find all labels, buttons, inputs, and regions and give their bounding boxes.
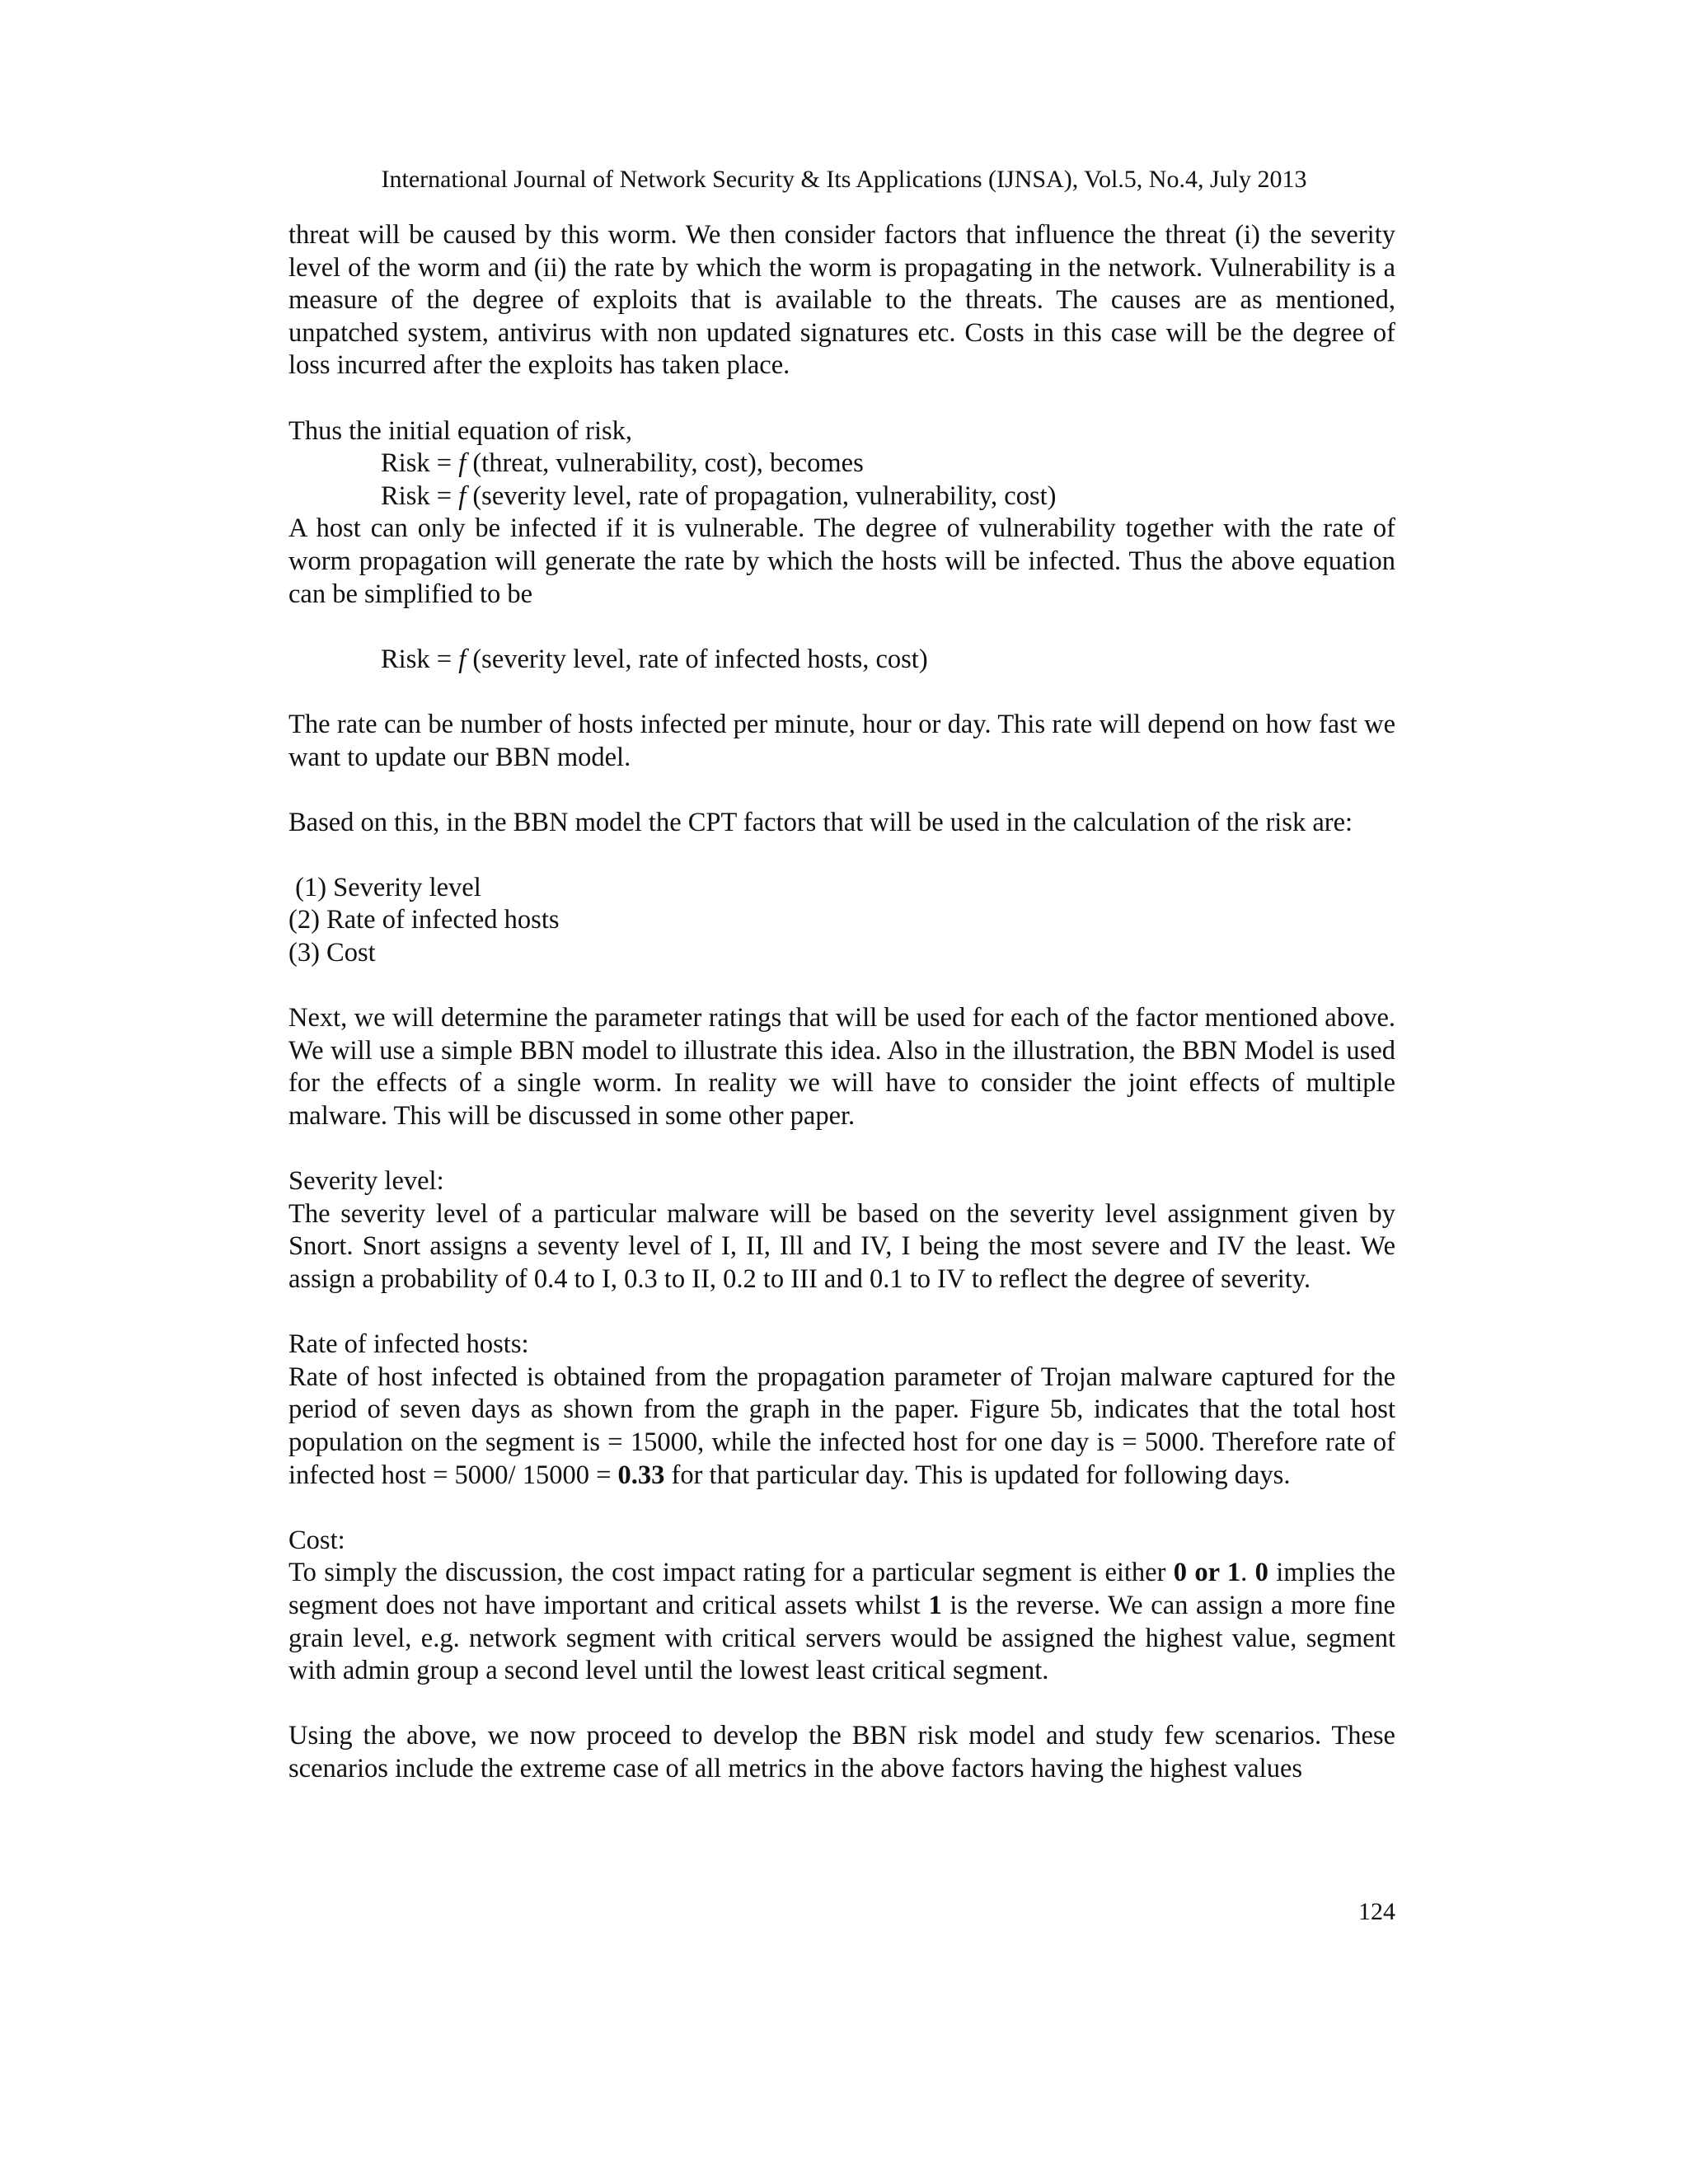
- paragraph-rate: The rate can be number of hosts infected per minute, hour or day. This rate will depend on how fast we want to update our BBN model.: [288, 709, 1395, 772]
- equation-risk-expanded: Risk = f (severity level, rate of propagation, vulnerability, cost): [381, 480, 1057, 511]
- paragraph-cpt-factors: Based on this, in the BBN model the CPT factors that will be used in the calculation of the risk are:: [288, 807, 1353, 837]
- section-heading-cost: Cost:: [288, 1525, 345, 1555]
- factor-item: (1) Severity level: [288, 872, 481, 902]
- equation-risk-initial: Risk = f (threat, vulnerability, cost), becomes: [381, 448, 864, 479]
- page-number: 124: [1358, 1898, 1395, 1925]
- factor-item: (3) Cost: [288, 938, 376, 968]
- paragraph-parameter-ratings: Next, we will determine the parameter ratings that will be used for each of the factor mentioned above. We will use a simple BBN model to illustrate this idea. Also in the illustration, the BBN Model is used for the effects of a single worm. In reality we will have to consider the joint effects of multiple malware. This will be discussed in some other paper.: [288, 1003, 1395, 1132]
- paragraph-equation-intro: Thus the initial equation of risk,: [288, 415, 633, 446]
- paragraph-rate-infected: Rate of host infected is obtained from the propagation parameter of Trojan malware captured for the period of seven days as shown from the graph in the paper. Figure 5b, indicates that the total host population on the segment is = 15000, while the infected host for one day is = 5000. Therefore rate of infected host = 5000/ 15000 = 0.33 for that particular day. This is updated for following days.: [288, 1361, 1395, 1490]
- equation-risk-simplified: Risk = f (severity level, rate of infected hosts, cost): [381, 644, 928, 674]
- paragraph-cost: To simply the discussion, the cost impact rating for a particular segment is either 0 or 1. 0 implies the segment does not have important and critical assets whilst 1 is the reverse. We can assign a more fine grain level, e.g. network segment with critical servers would be assigned the highest value, segment with admin group a second level until the lowest least critical segment.: [288, 1558, 1396, 1686]
- section-heading-rate: Rate of infected hosts:: [288, 1329, 529, 1360]
- section-heading-severity: Severity level:: [288, 1166, 444, 1197]
- page-body: [288, 219, 1395, 1786]
- factor-item: (2) Rate of infected hosts: [288, 905, 560, 935]
- paragraph-vulnerable-host: A host can only be infected if it is vulnerable. The degree of vulnerability together with the rate of worm propagation will generate the rate by which the hosts will be infected. Thus the above equation can be simplified to be: [288, 513, 1395, 609]
- journal-header: International Journal of Network Security & Its Applications (IJNSA), Vol.5, No.4, July 2013: [381, 166, 1307, 193]
- paragraph-scenarios: Using the above, we now proceed to develop the BBN risk model and study few scenarios. These scenarios include the extreme case of all metrics in the above factors having the highest values: [288, 1721, 1395, 1783]
- paragraph-threat: threat will be caused by this worm. We then consider factors that influence the threat (i) the severity level of the worm and (ii) the rate by which the worm is propagating in the network. Vulnerability is a measure of the degree of exploits that is available to the threats. The causes are as mentioned, unpatched system, antivirus with non updated signatures etc. Costs in this case will be the degree of loss incurred after the exploits has taken place.: [288, 220, 1395, 381]
- paragraph-severity: The severity level of a particular malware will be based on the severity level assignment given by Snort. Snort assigns a seventy level of I, II, Ill and IV, I being the most severe and IV the least. We assign a probability of 0.4 to I, 0.3 to II, 0.2 to III and 0.1 to IV to reflect the degree of severity.: [288, 1198, 1395, 1294]
